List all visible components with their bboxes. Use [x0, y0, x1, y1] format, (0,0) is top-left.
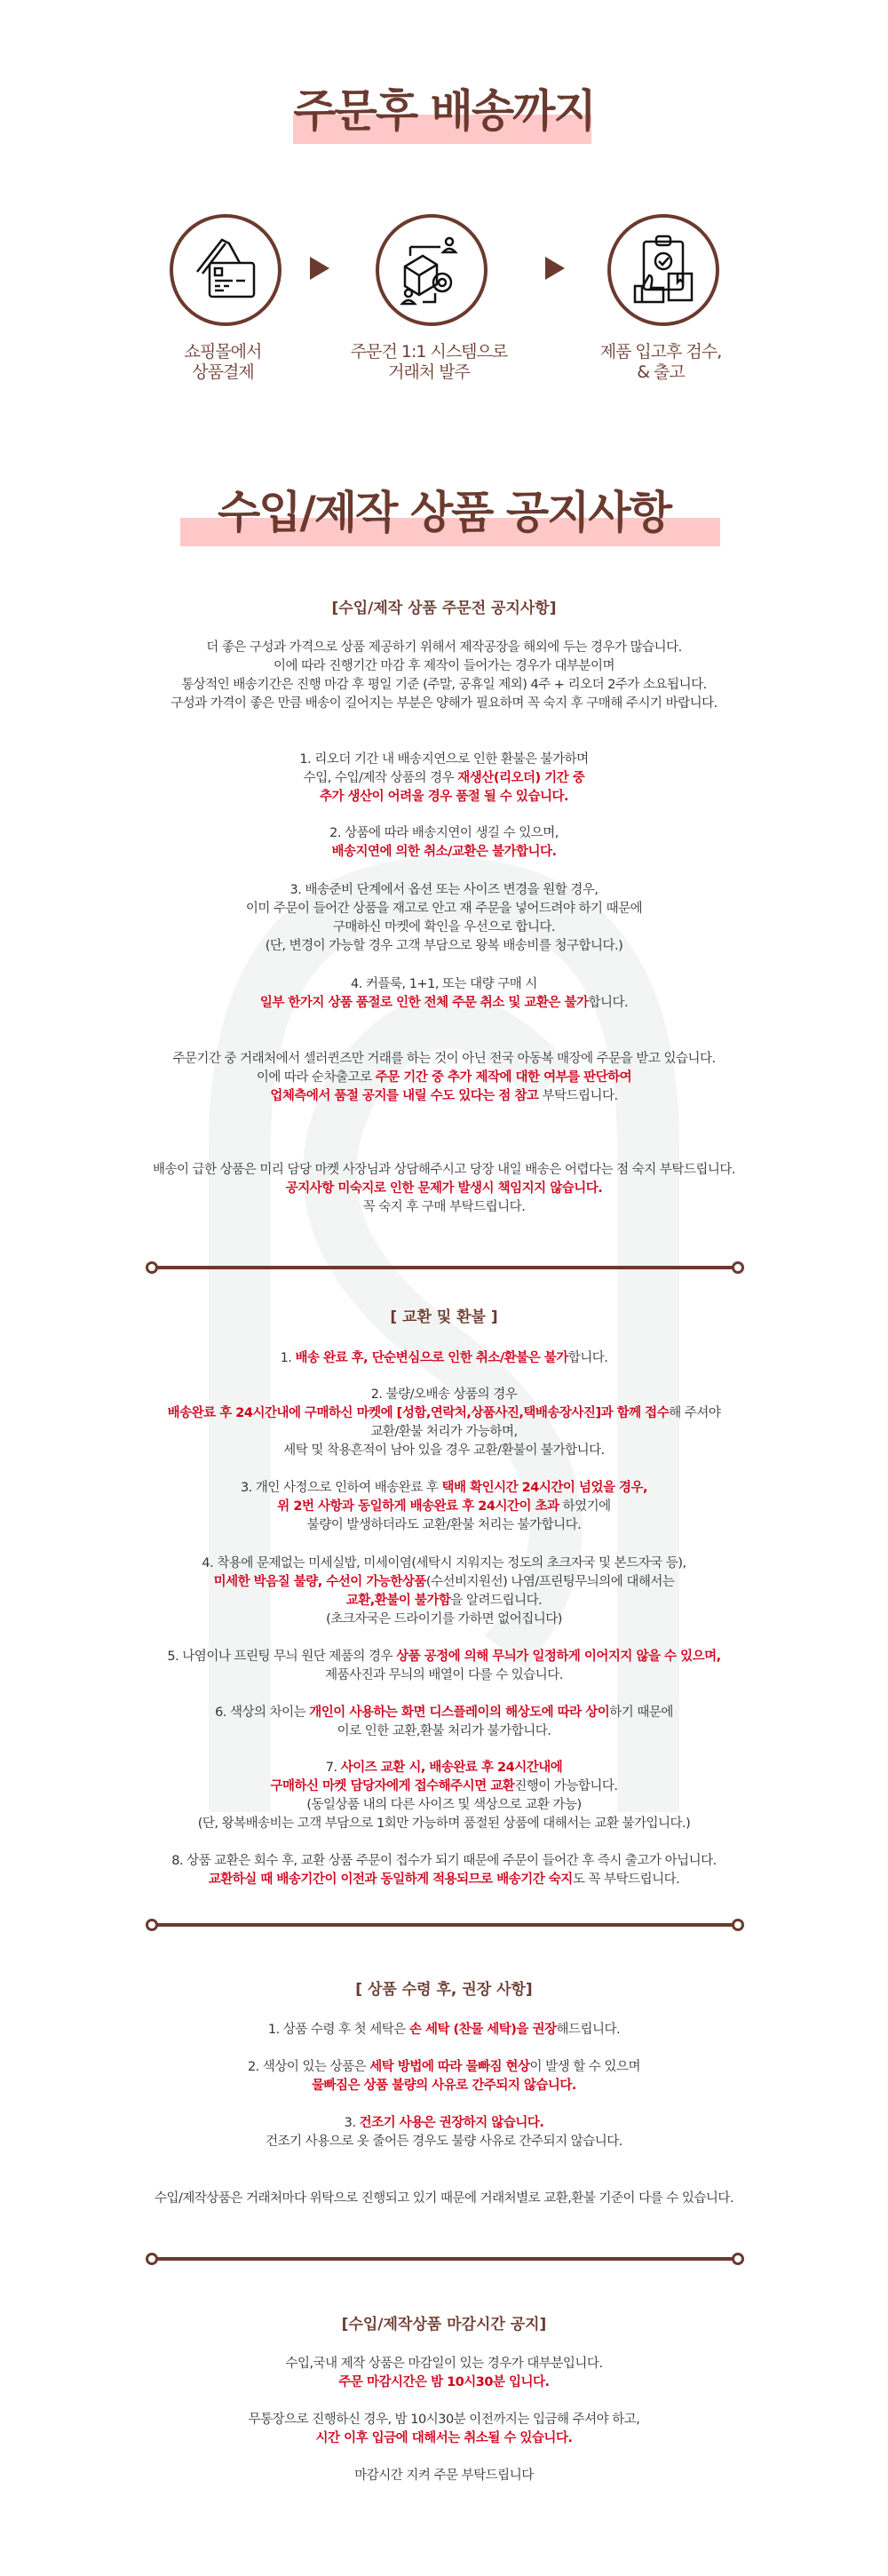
notice-paragraph [0, 2021, 888, 2039]
credit-card-icon [190, 235, 261, 306]
notice-line [0, 1050, 888, 1069]
step-1-label [125, 342, 321, 383]
notice-paragraph [0, 1704, 888, 1741]
notice-line [0, 1349, 888, 1368]
divider-line [152, 1266, 738, 1269]
step-1-circle [170, 214, 281, 326]
notice-paragraph [0, 2058, 888, 2095]
notice-paragraph [0, 1050, 888, 1106]
body-text: (동일상품 내의 다른 사이즈 및 색상으로 교환 가능) [306, 1797, 582, 1812]
emphasis-text: 개인이 사용하는 화면 디스플레이의 해상도에 따라 상이 [309, 1705, 610, 1720]
body-text: 배송이 급한 상품은 미리 담당 마켓 사장님과 상담해주시고 당장 내일 배송은 어렵다는 점 숙지 부탁드립니다. [153, 1162, 735, 1177]
notice-line [0, 1498, 888, 1516]
step-label-line: 주문건 1:1 시스템으로 [350, 342, 508, 362]
notice-paragraph [0, 881, 888, 956]
notice-line [0, 1516, 888, 1535]
body-text: 수입/제작상품은 거래처마다 위탁으로 진행되고 있기 때문에 거래처별로 교환,환불 기준이 다를 수 있습니다. [154, 2190, 734, 2206]
notice-line [0, 2411, 888, 2429]
divider-end-circle-icon [732, 2253, 744, 2265]
section-heading: [수입/제작상품 마감시간 공지] [341, 2316, 547, 2334]
body-text: 도 꼭 부탁드립니다. [572, 1872, 680, 1887]
notice-line [0, 1852, 888, 1871]
notice-title: 수입/제작 상품 공지사항 [217, 487, 671, 538]
body-text: 마감시간 지켜 주문 부탁드립니다 [354, 2468, 534, 2483]
body-text: 진행이 가능합니다. [514, 1778, 618, 1793]
body-text: 8. 상품 교환은 회수 후, 교환 상품 주문이 접수가 되기 때문에 주문이 들어간 후 즉시 출고가 아닙니다. [171, 1853, 717, 1868]
step-3-circle [607, 214, 719, 326]
notice-line [0, 881, 888, 900]
notice-paragraph [0, 1554, 888, 1629]
notice-paragraph [0, 751, 888, 807]
body-text: 구성과 가격이 좋은 만큼 배송이 길어지는 부분은 양해가 필요하며 꼭 숙지 후 구매해 주시기 바랍니다. [170, 696, 718, 711]
step-label-line: 제품 입고후 검수, [599, 342, 722, 362]
notice-line [0, 937, 888, 956]
section-divider [146, 1261, 744, 1274]
notice-paragraph [0, 1479, 888, 1535]
emphasis-text: 업체측에서 품절 공지를 내릴 수도 있다는 점 참고 [270, 1088, 539, 1103]
notice-paragraph [0, 1852, 888, 1889]
notice-line [0, 1442, 888, 1460]
body-text: (초크자국은 드라이기를 가하면 없어집니다) [326, 1611, 562, 1626]
notice-line [0, 1759, 888, 1777]
divider-end-circle-icon [146, 2253, 158, 2265]
notice-paragraph [0, 2355, 888, 2392]
divider-end-circle-icon [146, 1919, 158, 1931]
body-text: (단, 왕복배송비는 고객 부담으로 1회만 가능하며 품절된 상품에 대해서는 교환 불가입니다.) [197, 1816, 691, 1831]
body-text: 꼭 숙지 후 구매 부탁드립니다. [362, 1199, 526, 1214]
notice-line [0, 1648, 888, 1666]
emphasis-text: 택배 확인시간 24시간이 넘었을 경우, [441, 1480, 648, 1495]
notice-line [0, 676, 888, 695]
body-text: 무통장으로 진행하신 경우, 밤 10시30분 이전까지는 입금해 주셔야 하고, [248, 2412, 640, 2427]
body-text: 4. 착용에 문제없는 미세실밥, 미세이염(세탁시 지워지는 정도의 초크자국 및 본드자국 등), [202, 1555, 686, 1570]
emphasis-text: 손 세탁 (찬물 세탁)을 권장 [408, 2022, 557, 2037]
body-text: 통상적인 배송기간은 진행 마감 후 평일 기준 (주말, 공휴일 제외) 4주 + 리오더 2주가 소요됩니다. [181, 677, 707, 692]
emphasis-text: 일부 한가지 상품 품절로 인한 전체 주문 취소 및 교환은 불가 [259, 995, 589, 1010]
step-label-line: & 출고 [637, 362, 685, 382]
notice-line [0, 1479, 888, 1498]
body-text: 이에 따라 순차출고로 [256, 1069, 376, 1085]
body-text: 수입, 수입/제작 상품의 경우 [303, 770, 458, 785]
divider-line [152, 2257, 738, 2261]
notice-line [0, 1404, 888, 1423]
divider-end-circle-icon [732, 1261, 744, 1274]
body-text: 해 주셔야 [669, 1405, 721, 1420]
notice-line [0, 2429, 888, 2448]
emphasis-text: 배송완료 후 24시간내에 구매하신 마켓에 [성함,연락처,상품사진,택배송장사진]과 함께 접수 [167, 1405, 670, 1420]
body-text: (단, 변경이 가능할 경우 고객 부담으로 왕복 배송비를 청구합니다.) [265, 938, 623, 953]
notice-line [0, 1610, 888, 1629]
notice-paragraph [0, 975, 888, 1013]
body-text: 1. 상품 수령 후 첫 세탁은 [267, 2022, 409, 2037]
notice-line [0, 1777, 888, 1796]
notice-line [0, 2355, 888, 2373]
emphasis-text: 시간 이후 입금에 대해서는 취소될 수 있습니다. [315, 2430, 573, 2445]
notice-paragraph [0, 2114, 888, 2151]
notice-line [0, 1161, 888, 1180]
notice-line [0, 918, 888, 937]
emphasis-text: 추가 생산이 어려울 경우 품절 될 수 있습니다. [320, 789, 568, 804]
notice-paragraph [0, 2190, 888, 2208]
notice-line [0, 2190, 888, 2208]
body-text: 2. 상품에 따라 배송지연이 생길 수 있으며, [329, 825, 559, 840]
notice-line [0, 1423, 888, 1442]
body-text: (수선비지원선) 나염/프린팅무늬의에 대해서는 [425, 1574, 675, 1589]
notice-paragraph [0, 1161, 888, 1217]
notice-line [0, 695, 888, 713]
notice-line [0, 1592, 888, 1610]
divider-end-circle-icon [732, 1919, 744, 1931]
body-text: 3. 개인 사정으로 인하여 배송완료 후 [240, 1480, 442, 1495]
notice-line [0, 2114, 888, 2133]
body-text: 해드립니다. [556, 2022, 621, 2037]
emphasis-text: 사이즈 교환 시, 배송완료 후 24시간내에 [340, 1760, 563, 1775]
emphasis-text: 건조기 사용은 권장하지 않습니다. [359, 2115, 544, 2130]
body-text: 더 좋은 구성과 가격으로 상품 제공하기 위해서 제작공장을 해외에 두는 경우가 많습니다. [206, 640, 682, 655]
body-text: 1. [280, 1350, 296, 1365]
notice-paragraph [0, 1349, 888, 1368]
notice-line [0, 2373, 888, 2392]
notice-line [0, 1871, 888, 1889]
notice-paragraph [0, 1759, 888, 1833]
body-text: 불량이 발생하더라도 교환/환불 처리는 불가합니다. [306, 1517, 582, 1532]
notice-line [0, 1666, 888, 1685]
notice-paragraph [0, 2467, 888, 2485]
notice-line [0, 657, 888, 676]
body-text: 합니다. [588, 995, 629, 1010]
notice-line [0, 788, 888, 807]
body-text: 2. 색상이 있는 상품은 [247, 2059, 370, 2074]
notice-line [0, 1069, 888, 1087]
body-text: 3. 배송준비 단계에서 옵션 또는 사이즈 변경을 원할 경우, [289, 882, 599, 897]
body-text: 2. 불량/오배송 상품의 경우 [370, 1387, 518, 1402]
notice-line [0, 994, 888, 1013]
notice-line [0, 843, 888, 862]
notice-line [0, 2021, 888, 2039]
body-text: 합니다. [567, 1350, 608, 1365]
notice-paragraph [0, 824, 888, 862]
body-text: 6. 색상의 차이는 [215, 1705, 310, 1720]
body-text: 교환/환불 처리가 가능하며, [370, 1424, 518, 1439]
divider-end-circle-icon [146, 1261, 158, 1274]
notice-line [0, 900, 888, 918]
notice-line [0, 639, 888, 657]
step-label-line: 상품결제 [192, 362, 254, 382]
notice-line [0, 1198, 888, 1217]
notice-line [0, 769, 888, 788]
body-text: 이에 따라 진행기간 마감 후 제작이 들어가는 경우가 대부분이며 [273, 658, 615, 673]
notice-line [0, 1722, 888, 1741]
notice-line [0, 1796, 888, 1815]
emphasis-text: 상품 공정에 의해 무늬가 일정하게 이어지지 않을 수 있으며, [396, 1649, 721, 1664]
notice-line [0, 1573, 888, 1592]
body-text: 주문기간 중 거래처에서 셀러퀸즈만 거래를 하는 것이 아닌 전국 아동복 매장에 주문을 받고 있습니다. [172, 1051, 716, 1066]
emphasis-text: 물빠짐은 상품 불량의 사유로 간주되지 않습니다. [312, 2078, 576, 2093]
emphasis-text: 위 2번 사항과 동일하게 배송완료 후 24시간이 초과 [277, 1499, 559, 1514]
body-text: 1. 리오더 기간 내 배송지연으로 인한 환불은 불가하며 [299, 751, 589, 767]
section-divider [146, 2253, 744, 2265]
body-text: 3. [344, 2115, 360, 2130]
notice-line [0, 1815, 888, 1833]
emphasis-text: 주문 마감시간은 밤 10시30분 입니다. [338, 2374, 550, 2389]
body-text: 을 알려드립니다. [450, 1593, 543, 1608]
notice-paragraph [0, 2411, 888, 2448]
body-text: 부탁드립니다. [538, 1088, 618, 1103]
notice-line [0, 1704, 888, 1722]
step-2-label [331, 342, 527, 383]
notice-line [0, 1087, 888, 1106]
emphasis-text: 공지사항 미숙지로 인한 문제가 발생시 책임지지 않습니다. [285, 1181, 603, 1196]
body-text: 하였기에 [559, 1499, 611, 1514]
emphasis-text: 주문 기간 중 추가 제작에 대한 여부를 판단하여 [375, 1069, 632, 1085]
notice-line [0, 2467, 888, 2485]
emphasis-text: 재생산(리오더) 기간 중 [457, 770, 585, 785]
section-divider [146, 1919, 744, 1931]
notice-paragraph [0, 639, 888, 713]
emphasis-text: 배송 완료 후, 단순변심으로 인한 취소/환불은 불가 [295, 1350, 568, 1365]
step-3-label [563, 342, 758, 383]
emphasis-text: 구매하신 마켓 담당자에게 접수해주시면 교환 [270, 1778, 515, 1793]
emphasis-text: 세탁 방법에 따라 물빠짐 현상 [369, 2059, 530, 2074]
body-text: 이미 주문이 들어간 상품을 재고로 안고 재 주문을 넣어드려야 하기 때문에 [245, 901, 643, 916]
emphasis-text: 교환하실 때 배송기간이 이전과 동일하게 적용되므로 배송기간 숙지 [208, 1872, 573, 1887]
body-text: 이로 인한 교환,환불 처리가 불가합니다. [337, 1723, 551, 1738]
notice-line [0, 1180, 888, 1198]
step-label-line: 거래처 발주 [388, 362, 470, 382]
step-2-circle [376, 214, 488, 326]
body-text: 4. 커플룩, 1+1, 또는 대량 구매 시 [351, 976, 537, 991]
box-gear-order-icon [396, 235, 467, 306]
notice-line [0, 1386, 888, 1404]
step-label-line: 쇼핑몰에서 [184, 342, 262, 362]
body-text: 제품사진과 무늬의 배열이 다를 수 있습니다. [325, 1667, 563, 1682]
body-text: 건조기 사용으로 옷 줄어든 경우도 불량 사유로 간주되지 않습니다. [266, 2134, 622, 2149]
notice-line [0, 2133, 888, 2151]
section-heading: [수입/제작 상품 주문전 공지사항] [331, 600, 557, 617]
notice-line [0, 1554, 888, 1573]
emphasis-text: 배송지연에 의한 취소/교환은 불가합니다. [331, 844, 557, 859]
body-text: 세탁 및 착용흔적이 남아 있을 경우 교환/환불이 불가합니다. [283, 1443, 605, 1458]
notice-line [0, 2077, 888, 2095]
body-text: 하기 때문에 [609, 1705, 673, 1720]
emphasis-text: 교환,환불이 불가함 [345, 1593, 451, 1608]
notice-line [0, 751, 888, 769]
notice-paragraph [0, 1648, 888, 1685]
notice-line [0, 975, 888, 994]
section-heading: [ 교환 및 환불 ] [390, 1308, 498, 1326]
body-text: 5. 나염이나 프린팅 무늬 원단 제품의 경우 [167, 1649, 397, 1664]
notice-line [0, 824, 888, 843]
arrow-right-icon [545, 257, 565, 280]
emphasis-text: 미세한 박음질 불량, 수선이 가능한상품 [213, 1574, 426, 1589]
divider-line [152, 1923, 738, 1927]
body-text: 7. [325, 1760, 341, 1775]
body-text: 구매하신 마켓에 확인을 우선으로 합니다. [332, 919, 556, 934]
notice-line [0, 2058, 888, 2077]
section-heading: [ 상품 수령 후, 권장 사항] [355, 1981, 533, 1999]
body-text: 이 발생 할 수 있으며 [529, 2059, 641, 2074]
arrow-right-icon [310, 257, 329, 280]
clipboard-inspection-icon [628, 235, 699, 306]
body-text: 수입,국내 제작 상품은 마감일이 있는 경우가 대부분입니다. [285, 2356, 603, 2371]
process-title: 주문후 배송까지 [293, 85, 595, 137]
notice-paragraph [0, 1386, 888, 1460]
